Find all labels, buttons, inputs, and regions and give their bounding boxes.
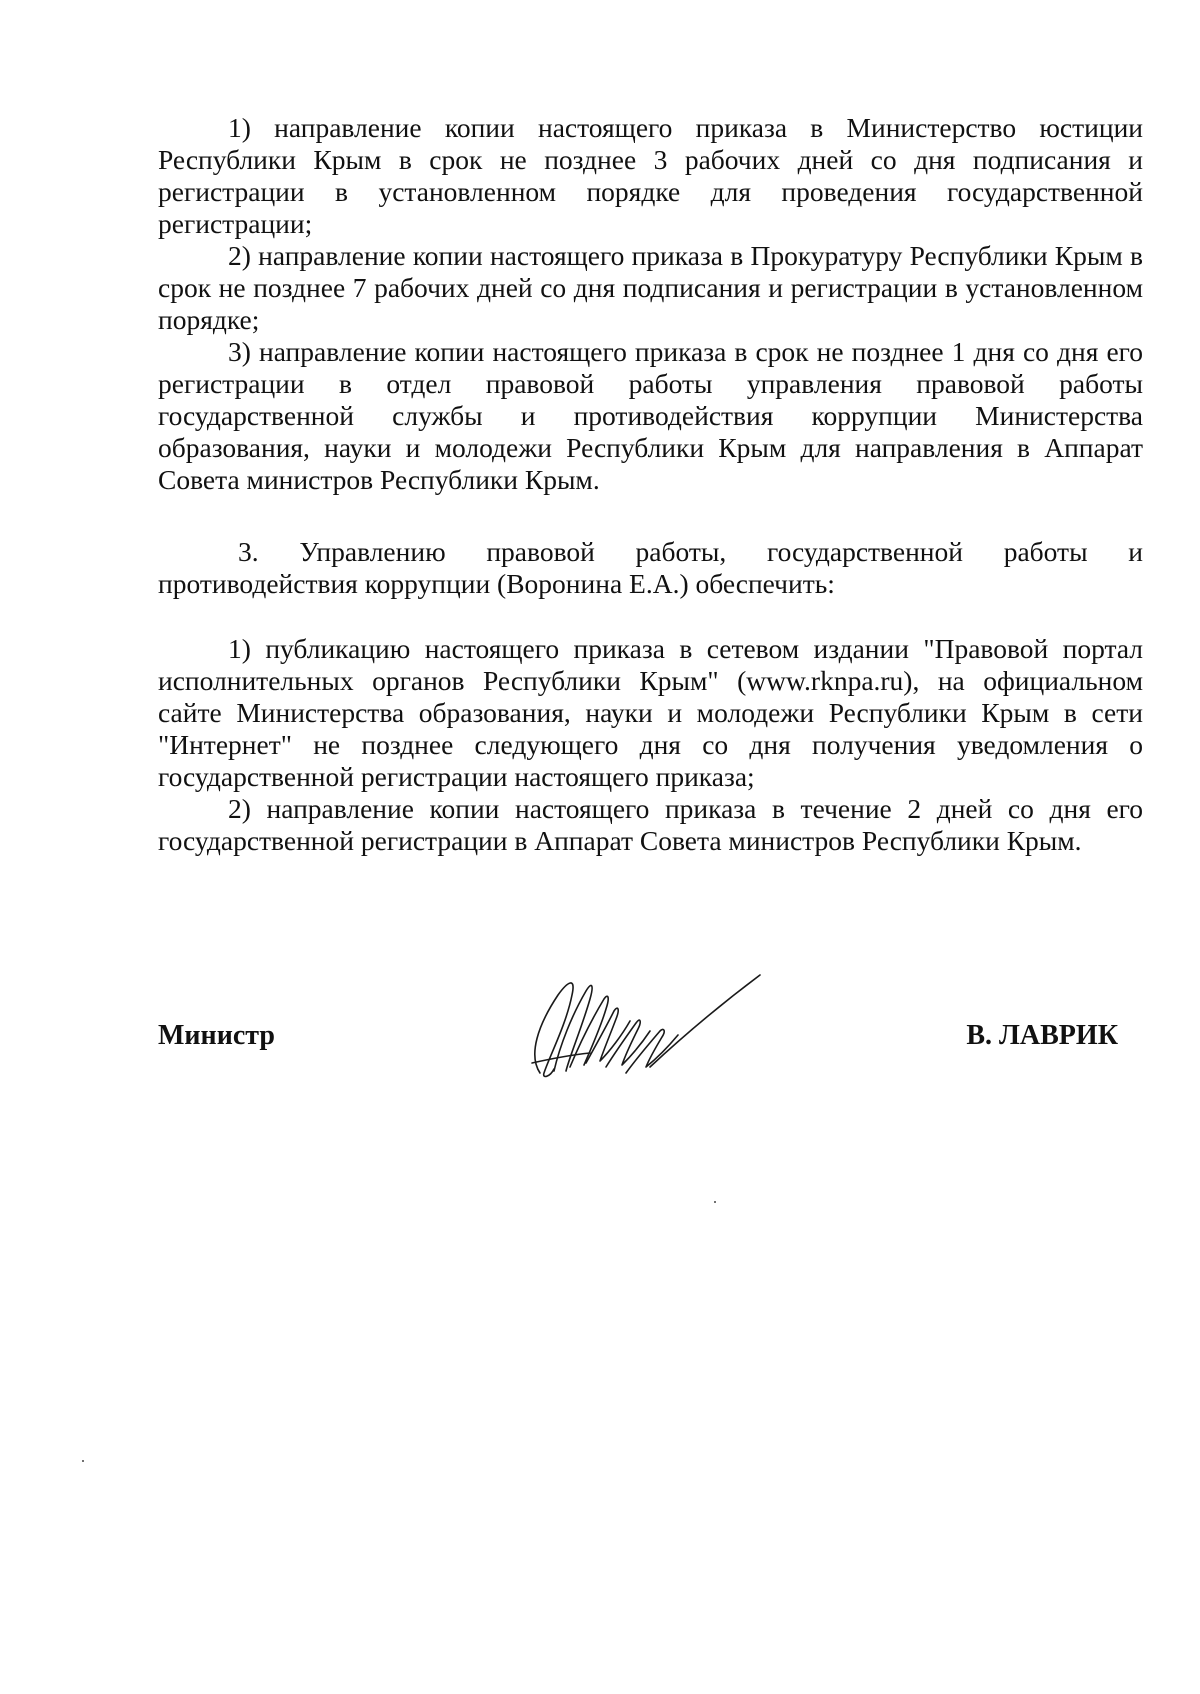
signatory-name: В. ЛАВРИК <box>966 1020 1118 1051</box>
handwritten-signature-icon <box>510 955 770 1085</box>
section-3-heading: 3. Управлению правовой работы, государственной работы и противодействия коррупции (Воронина Е.А.) обеспечить: <box>158 536 1143 599</box>
section-2-item-2: 2) направление копии настоящего приказа в Прокуратуру Республики Крым в срок не позднее 7 рабочих дней со дня подписания и регистрации в установленном порядке; <box>158 240 1143 335</box>
section-3-item-1: 1) публикацию настоящего приказа в сетевом издании "Правовой портал исполнительных органов Республики Крым" (www.rknpa.ru), на официальном сайте Министерства образования, науки и молодежи Республики Крым в сети "Интернет" не позднее следующего дня со дня получения уведомления о государственной регистрации настоящего приказа; <box>158 633 1143 792</box>
scan-speck <box>714 1201 716 1203</box>
position-label: Министр <box>158 1020 275 1051</box>
section-2-list <box>158 112 1143 496</box>
scan-speck <box>82 1460 84 1462</box>
section-3-list <box>158 633 1143 857</box>
section-3-heading-block <box>158 536 1143 600</box>
section-2-item-3: 3) направление копии настоящего приказа в срок не позднее 1 дня со дня его регистрации в отдел правовой работы управления правовой работы государственной службы и противодействия коррупции Министерства образования, науки и молодежи Республики Крым для направления в Аппарат Совета министров Республики Крым. <box>158 336 1143 495</box>
section-3-item-2: 2) направление копии настоящего приказа в течение 2 дней со дня его государственной регистрации в Аппарат Совета министров Республики Крым. <box>158 793 1143 856</box>
section-2-item-1: 1) направление копии настоящего приказа в Министерство юстиции Республики Крым в срок не позднее 3 рабочих дней со дня подписания и регистрации в установленном порядке для проведения государственной регистрации; <box>158 112 1143 239</box>
